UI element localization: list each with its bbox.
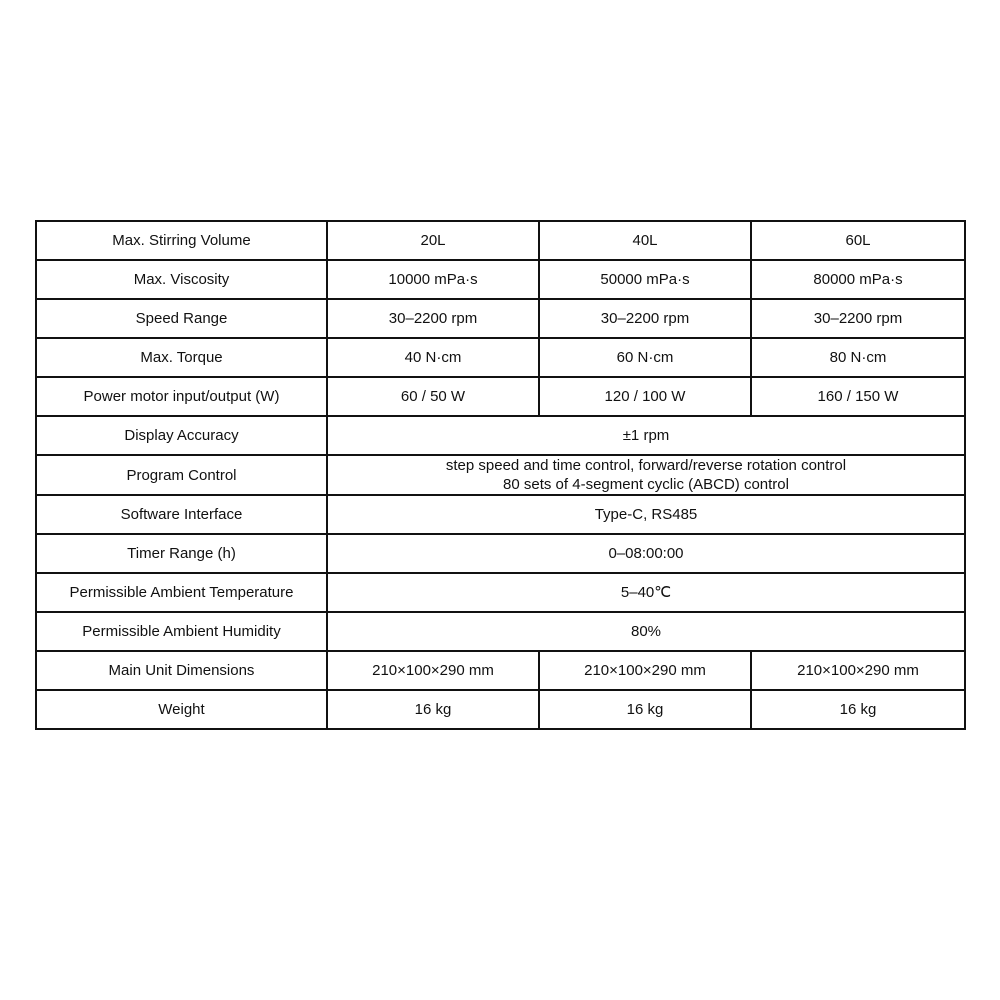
row-label: Main Unit Dimensions — [36, 651, 327, 690]
merged-value: Type-C, RS485 — [327, 495, 965, 534]
table-row — [36, 260, 965, 299]
table-row — [36, 573, 965, 612]
cell-value: 30–2200 rpm — [751, 299, 965, 338]
cell-value: 10000 mPa·s — [327, 260, 539, 299]
cell-value: 16 kg — [539, 690, 751, 729]
merged-value: 80% — [327, 612, 965, 651]
cell-value: 60L — [751, 221, 965, 260]
cell-value: 210×100×290 mm — [327, 651, 539, 690]
table-row — [36, 377, 965, 416]
cell-value: 160 / 150 W — [751, 377, 965, 416]
cell-value: 60 N·cm — [539, 338, 751, 377]
cell-value: 60 / 50 W — [327, 377, 539, 416]
cell-value: 30–2200 rpm — [539, 299, 751, 338]
row-label: Permissible Ambient Humidity — [36, 612, 327, 651]
merged-value: ±1 rpm — [327, 416, 965, 455]
row-label: Max. Viscosity — [36, 260, 327, 299]
cell-value: 210×100×290 mm — [539, 651, 751, 690]
cell-value: 16 kg — [751, 690, 965, 729]
row-label: Timer Range (h) — [36, 534, 327, 573]
table-row — [36, 612, 965, 651]
table-row — [36, 416, 965, 455]
row-label: Program Control — [36, 455, 327, 495]
row-label: Permissible Ambient Temperature — [36, 573, 327, 612]
table-row — [36, 221, 965, 260]
table-row — [36, 534, 965, 573]
cell-value: 120 / 100 W — [539, 377, 751, 416]
cell-value: 210×100×290 mm — [751, 651, 965, 690]
spec-table — [35, 220, 966, 730]
table-row — [36, 455, 965, 495]
row-label: Max. Stirring Volume — [36, 221, 327, 260]
merged-value: 0–08:00:00 — [327, 534, 965, 573]
cell-value: 40L — [539, 221, 751, 260]
program-control-line-2: 80 sets of 4-segment cyclic (ABCD) control — [503, 476, 789, 493]
table-row — [36, 651, 965, 690]
cell-value: 40 N·cm — [327, 338, 539, 377]
row-label: Speed Range — [36, 299, 327, 338]
row-label: Max. Torque — [36, 338, 327, 377]
row-label: Power motor input/output (W) — [36, 377, 327, 416]
cell-value: 16 kg — [327, 690, 539, 729]
row-label: Display Accuracy — [36, 416, 327, 455]
table-row — [36, 495, 965, 534]
cell-value: 80 N·cm — [751, 338, 965, 377]
table-row — [36, 690, 965, 729]
row-label: Software Interface — [36, 495, 327, 534]
table-row — [36, 338, 965, 377]
table-row — [36, 299, 965, 338]
program-control-line-1: step speed and time control, forward/reverse rotation control — [445, 457, 847, 474]
cell-value: 20L — [327, 221, 539, 260]
cell-value: 50000 mPa·s — [539, 260, 751, 299]
cell-value: 80000 mPa·s — [751, 260, 965, 299]
cell-value: 30–2200 rpm — [327, 299, 539, 338]
row-label: Weight — [36, 690, 327, 729]
merged-value: 5–40℃ — [327, 573, 965, 612]
merged-value — [327, 455, 965, 495]
